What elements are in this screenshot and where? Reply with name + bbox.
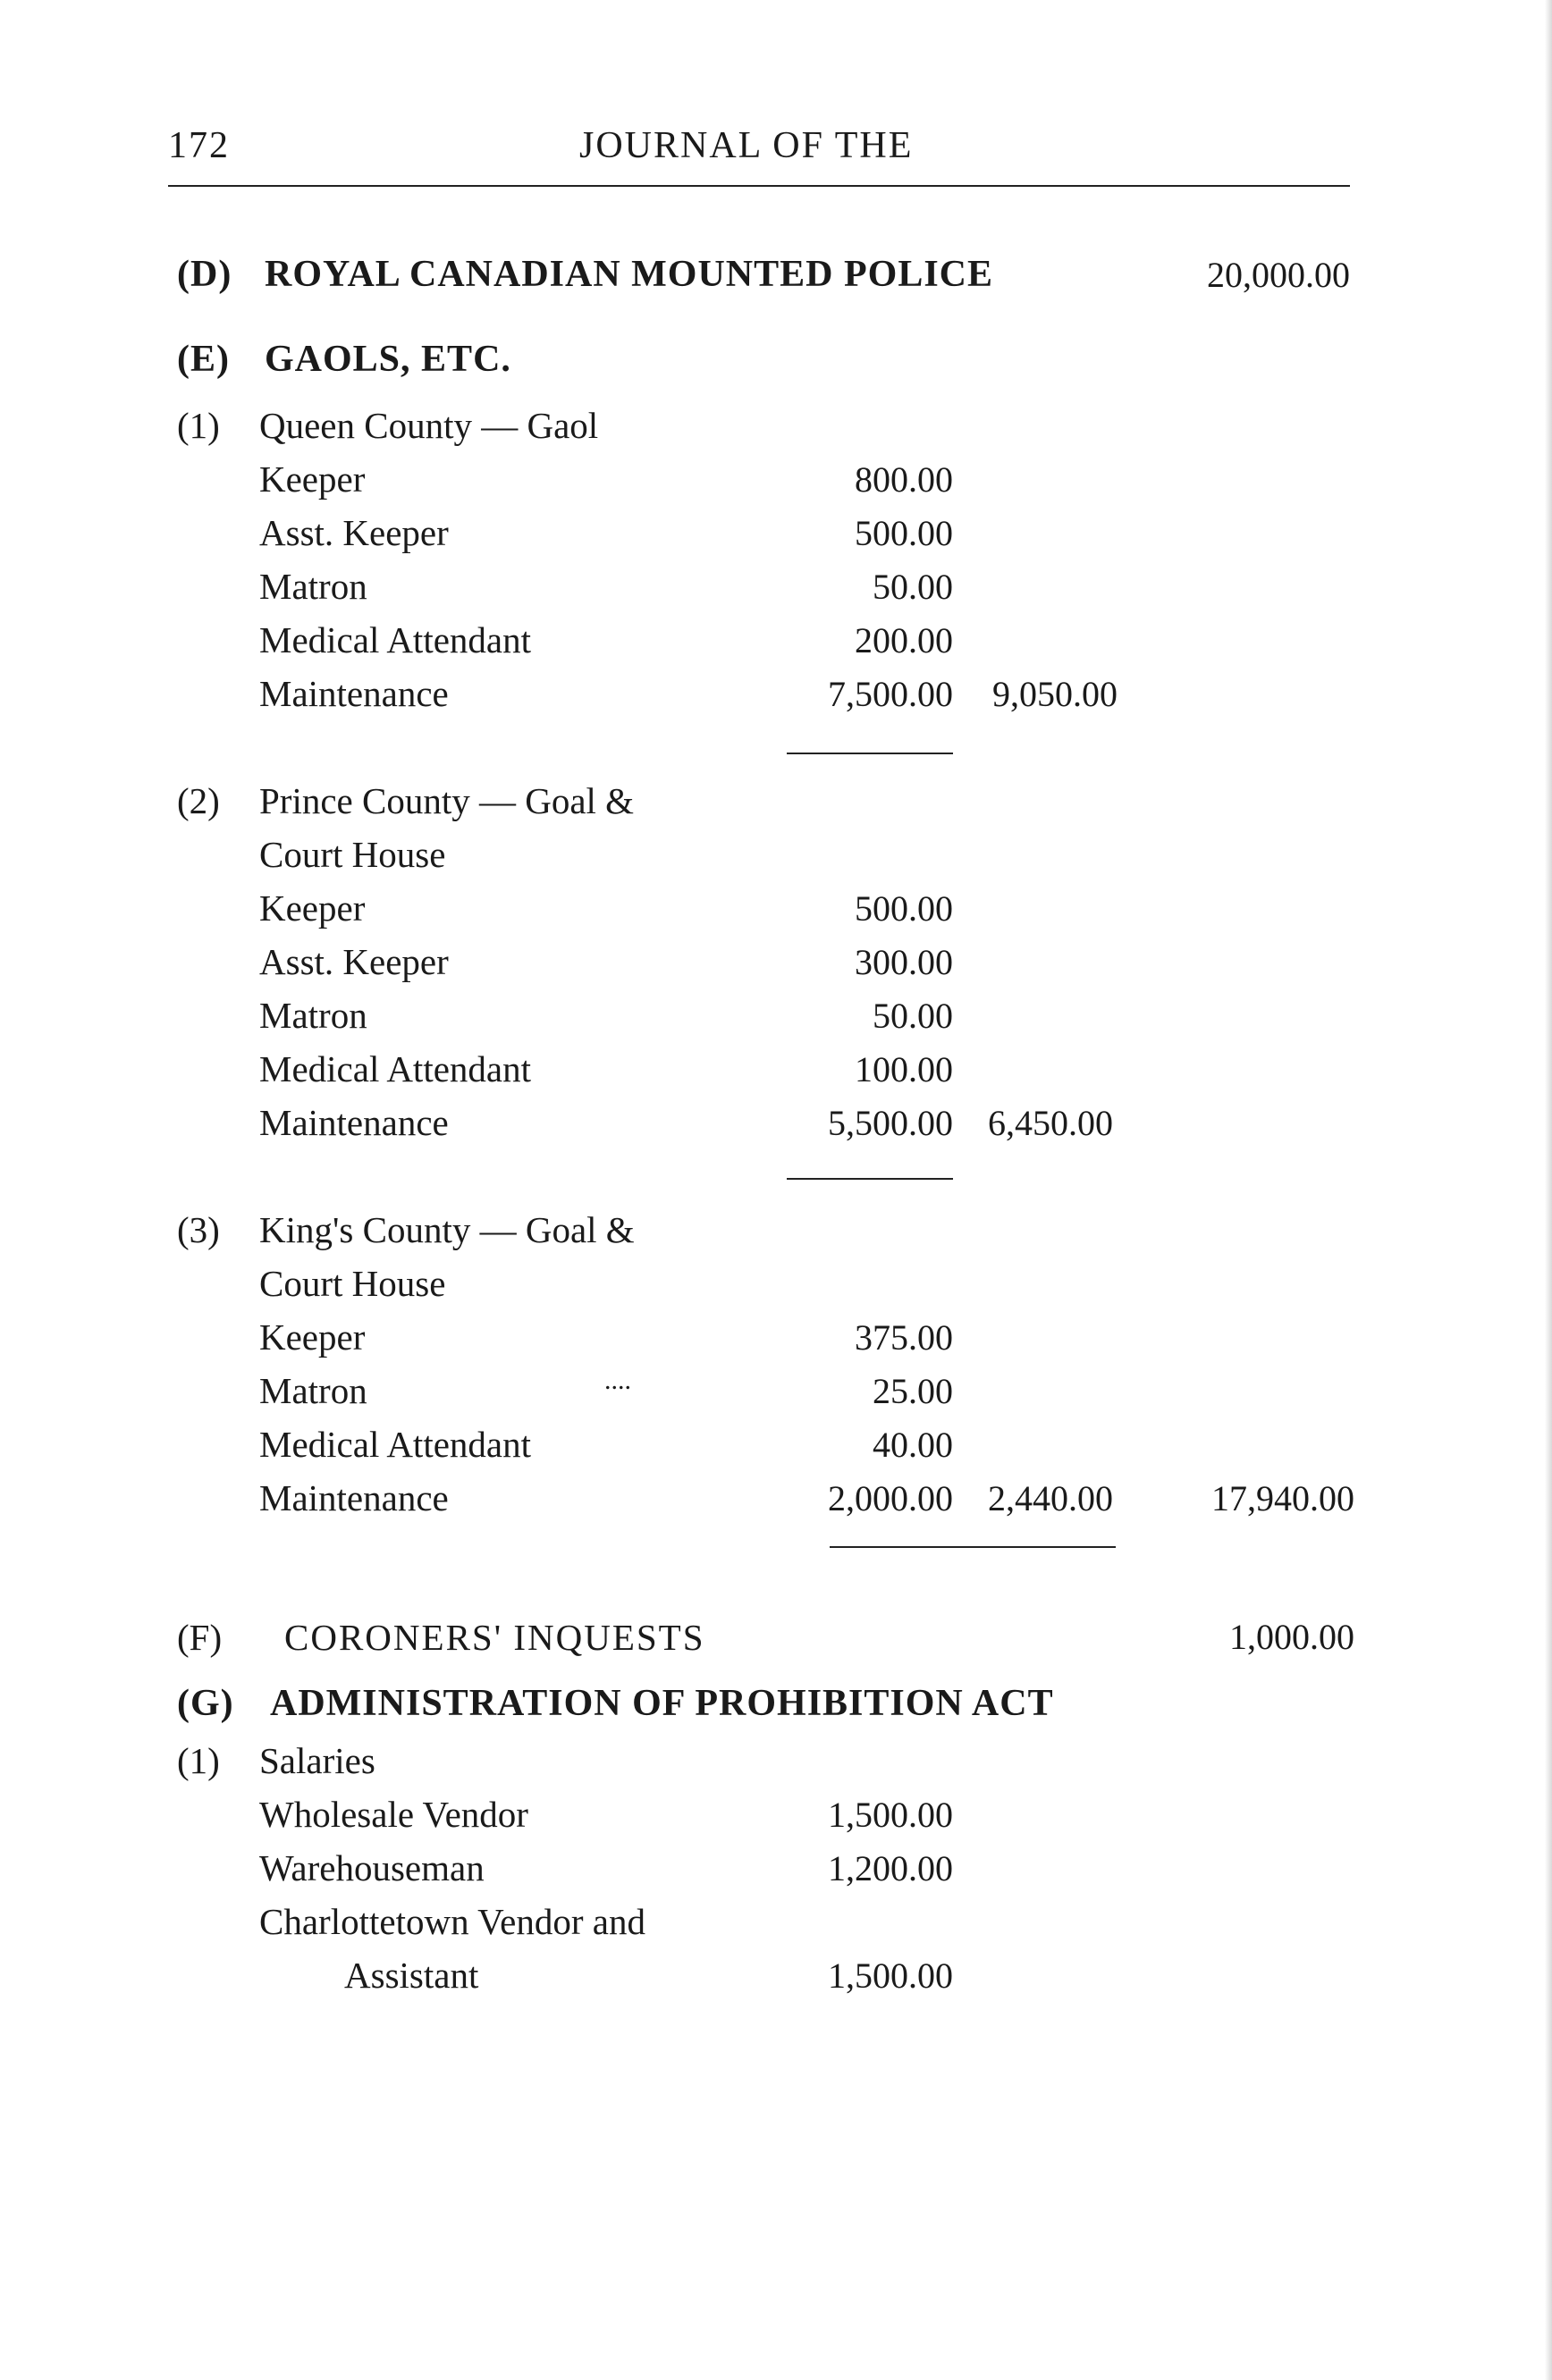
prince-item-amount: 5,500.00 bbox=[828, 1103, 953, 1143]
kings-item-label: Medical Attendant bbox=[259, 1424, 531, 1465]
queens-item-label: Medical Attendant bbox=[259, 619, 531, 660]
section-d-label: (D) bbox=[177, 254, 232, 295]
kings-item-label: Maintenance bbox=[259, 1477, 449, 1518]
salaries-item-label-continued: Assistant bbox=[344, 1955, 479, 1996]
kings-item-amount: 2,000.00 bbox=[828, 1478, 953, 1518]
prince-title-line2: Court House bbox=[259, 834, 446, 875]
kings-item-label: Matron bbox=[259, 1370, 367, 1411]
queens-title: Queen County — Gaol bbox=[259, 405, 599, 446]
page-number: 172 bbox=[168, 125, 230, 166]
page-edge-shadow bbox=[1545, 0, 1552, 2380]
section-f-amount: 1,000.00 bbox=[1229, 1617, 1354, 1657]
section-f-label: (F) bbox=[177, 1617, 223, 1658]
salaries-item-amount: 1,200.00 bbox=[828, 1848, 953, 1888]
kings-leader-dots: .... bbox=[604, 1366, 631, 1395]
queens-item-label: Keeper bbox=[259, 458, 366, 500]
queens-rule bbox=[787, 753, 953, 754]
kings-title-line2: Court House bbox=[259, 1263, 446, 1304]
kings-number: (3) bbox=[177, 1209, 220, 1250]
section-g-title: ADMINISTRATION OF PROHIBITION ACT bbox=[270, 1683, 1054, 1724]
prince-rule bbox=[787, 1178, 953, 1180]
kings-title: King's County — Goal & bbox=[259, 1209, 635, 1250]
prince-item-label: Medical Attendant bbox=[259, 1048, 531, 1089]
running-title: JOURNAL OF THE bbox=[579, 125, 914, 166]
section-d-amount: 20,000.00 bbox=[1207, 255, 1350, 295]
queens-item-amount: 800.00 bbox=[855, 459, 953, 500]
salaries-title: Salaries bbox=[259, 1740, 375, 1781]
kings-item-label: Keeper bbox=[259, 1316, 366, 1358]
prince-item-amount: 100.00 bbox=[855, 1049, 953, 1089]
gaols-total: 17,940.00 bbox=[1211, 1478, 1354, 1518]
prince-item-label: Asst. Keeper bbox=[259, 941, 449, 982]
queens-item-amount: 7,500.00 bbox=[828, 674, 953, 714]
prince-item-amount: 300.00 bbox=[855, 942, 953, 982]
queens-number: (1) bbox=[177, 405, 220, 446]
section-g-label: (G) bbox=[177, 1683, 234, 1724]
salaries-item-label: Warehouseman bbox=[259, 1847, 485, 1888]
prince-title: Prince County — Goal & bbox=[259, 780, 635, 821]
salaries-item-amount: 1,500.00 bbox=[828, 1955, 953, 1996]
salaries-item-label: Charlottetown Vendor and bbox=[259, 1901, 645, 1942]
prince-item-amount: 50.00 bbox=[873, 996, 953, 1036]
queens-item-amount: 500.00 bbox=[855, 513, 953, 553]
header-rule bbox=[168, 185, 1350, 187]
kings-total: 2,440.00 bbox=[988, 1478, 1113, 1518]
prince-total: 6,450.00 bbox=[988, 1103, 1113, 1143]
kings-item-amount: 25.00 bbox=[873, 1371, 953, 1411]
kings-item-amount: 40.00 bbox=[873, 1425, 953, 1465]
queens-item-label: Asst. Keeper bbox=[259, 512, 449, 553]
prince-item-label: Keeper bbox=[259, 887, 366, 929]
prince-item-amount: 500.00 bbox=[855, 888, 953, 929]
prince-item-label: Matron bbox=[259, 995, 367, 1036]
queens-item-label: Matron bbox=[259, 566, 367, 607]
kings-rule bbox=[830, 1546, 1116, 1548]
queens-item-label: Maintenance bbox=[259, 673, 449, 714]
prince-number: (2) bbox=[177, 780, 220, 821]
salaries-number: (1) bbox=[177, 1740, 220, 1781]
section-f-title: CORONERS' INQUESTS bbox=[284, 1617, 705, 1658]
section-e-title: GAOLS, ETC. bbox=[265, 339, 511, 380]
salaries-item-amount: 1,500.00 bbox=[828, 1795, 953, 1835]
queens-item-amount: 200.00 bbox=[855, 620, 953, 660]
section-e-label: (E) bbox=[177, 339, 230, 380]
salaries-item-label: Wholesale Vendor bbox=[259, 1794, 528, 1835]
queens-total: 9,050.00 bbox=[992, 674, 1118, 714]
prince-item-label: Maintenance bbox=[259, 1102, 449, 1143]
section-d-title: ROYAL CANADIAN MOUNTED POLICE bbox=[265, 254, 994, 295]
queens-item-amount: 50.00 bbox=[873, 567, 953, 607]
kings-item-amount: 375.00 bbox=[855, 1317, 953, 1358]
